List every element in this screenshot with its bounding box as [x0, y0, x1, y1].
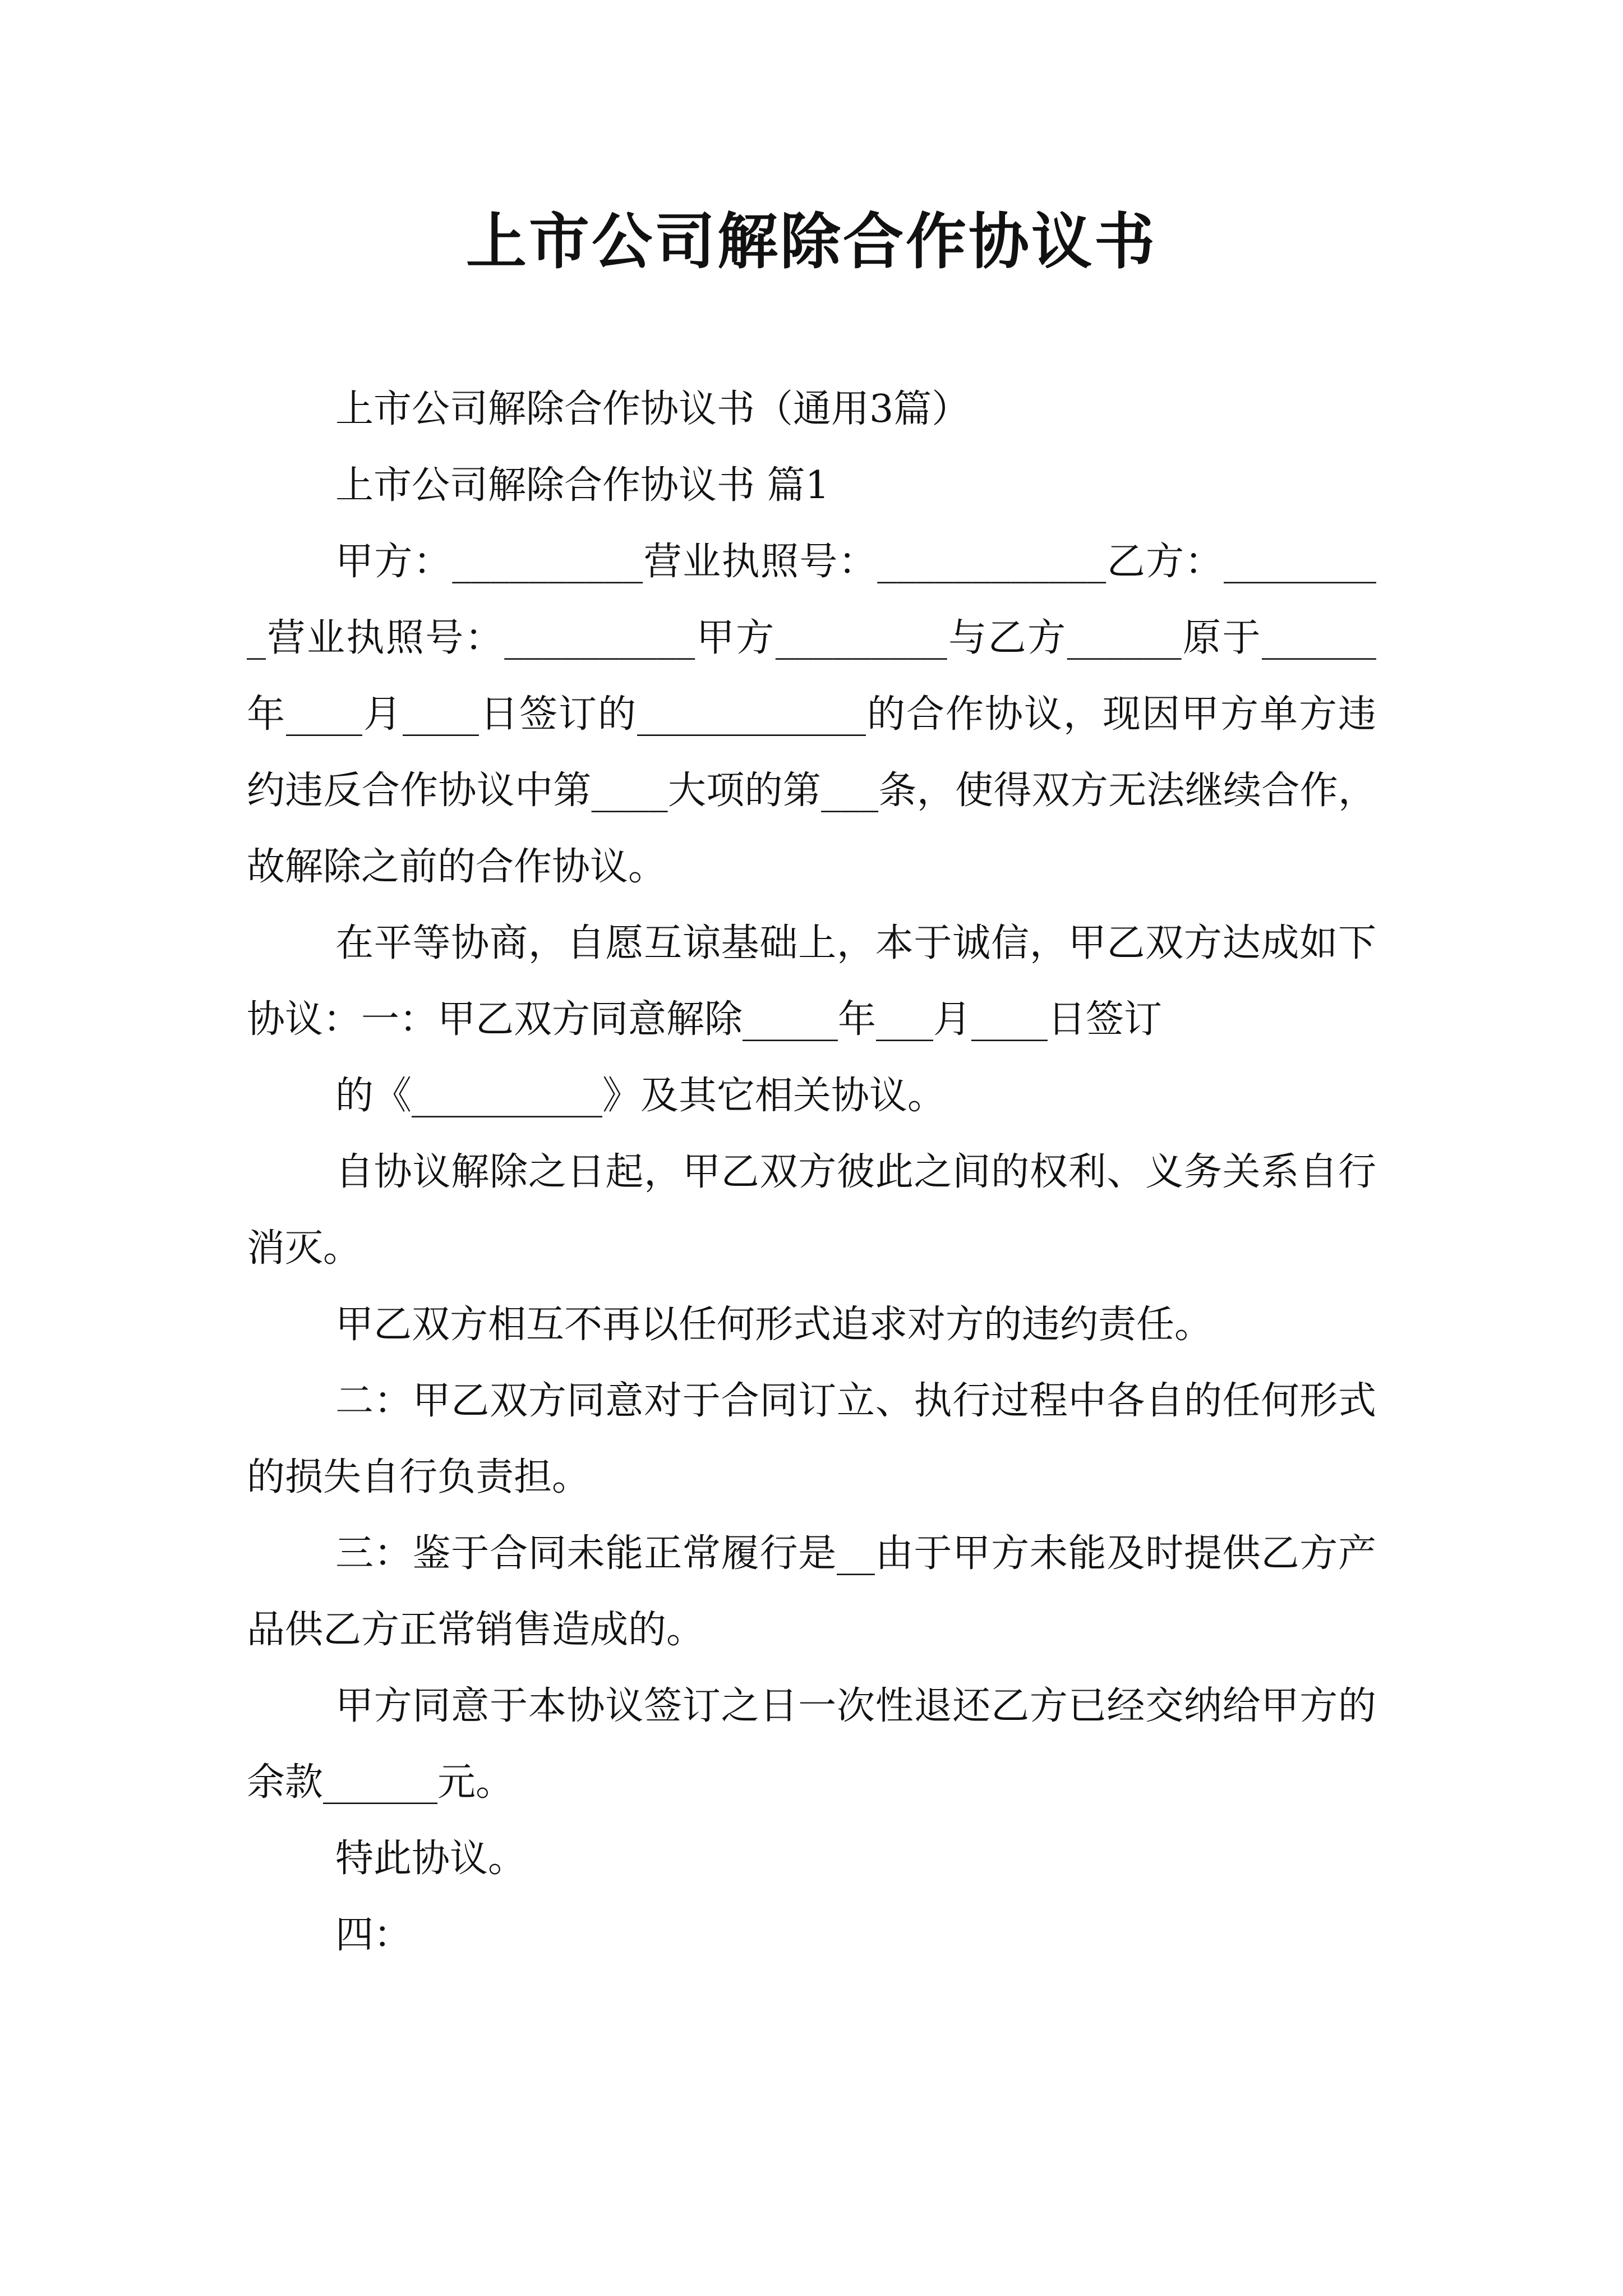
paragraph-related-agreements: 的《__________》及其它相关协议。 [335, 1074, 946, 1118]
paragraph-section-heading: 上市公司解除合作协议书 篇1 [335, 463, 829, 508]
paragraph-clause-four: 四： [335, 1913, 412, 1957]
document-title: 上市公司解除合作协议书 [465, 206, 1157, 277]
paragraph-no-liability: 甲乙双方相互不再以任何形式追求对方的违约责任。 [335, 1303, 1213, 1347]
paragraph-refund: 甲方同意于本协议签订之日一次性退还乙方已经交纳给甲方的余款______元。 [247, 1684, 1376, 1805]
document-body [247, 371, 1376, 1973]
paragraph-rights-termination: 自协议解除之日起，甲乙双方彼此之间的权利、义务关系自行消灭。 [247, 1150, 1376, 1271]
paragraph-parties: 甲方：__________营业执照号：____________乙方：_________营业执照号：__________甲方_________与乙方______原于______年____月____日签订的____________的合作协议，现因甲方单方违约违反合作协议中第____大项的第___条，使得双方无法继续合作，故解除之前的合作协议。 [247, 540, 1376, 889]
paragraph-subtitle: 上市公司解除合作协议书（通用3篇） [335, 387, 970, 431]
paragraph-clause-two: 二：甲乙双方同意对于合同订立、执行过程中各自的任何形式的损失自行负责担。 [247, 1379, 1376, 1499]
paragraph-clause-three: 三：鉴于合同未能正常履行是__由于甲方未能及时提供乙方产品供乙方正常销售造成的。 [247, 1531, 1376, 1652]
paragraph-agreement-intro: 在平等协商，自愿互谅基础上，本于诚信，甲乙双方达成如下协议：一：甲乙双方同意解除_____年___月____日签订 [247, 921, 1376, 1042]
paragraph-closing: 特此协议。 [335, 1837, 527, 1881]
